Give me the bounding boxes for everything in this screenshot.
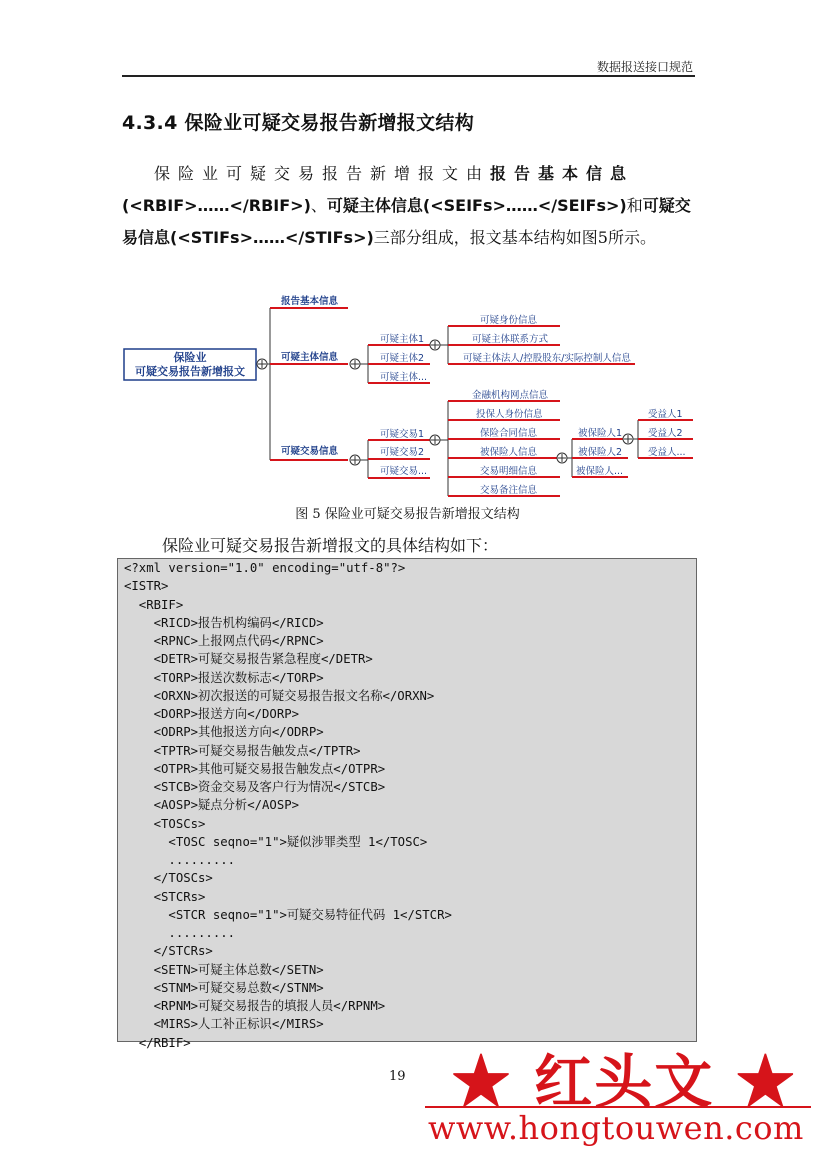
- page-number: 19: [389, 1069, 406, 1084]
- code-line: </STCRs>: [124, 944, 213, 959]
- paragraph-bold-2: 可疑主体信息(<SEIFs>……</SEIFs>): [326, 196, 627, 215]
- code-line: <TORP>报送次数标志</TORP>: [124, 670, 324, 685]
- code-line: .........: [124, 853, 236, 867]
- code-line: <ISTR>: [124, 579, 169, 594]
- code-line: <DETR>可疑交易报告紧急程度</DETR>: [124, 652, 373, 667]
- diagram-transaction-detail-6: 交易备注信息: [480, 485, 538, 496]
- diagram-beneficiary-more: 受益人...: [648, 447, 686, 458]
- diagram-root-line1: 保险业: [173, 351, 207, 364]
- code-line: <MIRS>人工补正标识</MIRS>: [124, 1017, 324, 1032]
- code-line: <ORXN>初次报送的可疑交易报告报文名称</ORXN>: [124, 688, 435, 703]
- paragraph-text-3: 和: [626, 196, 643, 215]
- code-line: <DORP>报送方向</DORP>: [124, 707, 300, 721]
- code-line: <TOSCs>: [124, 816, 206, 831]
- paragraph-bold-3: 可疑交易信息(<STIFs>……</STIFs>): [122, 196, 691, 247]
- diagram-insured-more: 被保险人...: [576, 466, 624, 477]
- code-line: <?xml version="1.0" encoding="utf-8"?>: [124, 561, 406, 575]
- code-line: <AOSP>疑点分析</AOSP>: [124, 798, 300, 813]
- diagram-beneficiary-2: 受益人2: [648, 428, 683, 439]
- code-line: <SETN>可疑主体总数</SETN>: [124, 962, 324, 977]
- paragraph-bold-1-tag: (<RBIF>……</RBIF>): [122, 196, 311, 215]
- diagram-transaction-1: 可疑交易1: [380, 429, 425, 440]
- diagram-subject-1: 可疑主体1: [380, 334, 425, 345]
- diagram-subject-2: 可疑主体2: [380, 353, 425, 364]
- code-line: <RBIF>: [124, 597, 184, 612]
- watermark-rule: [425, 1106, 811, 1108]
- diagram-transaction-detail-5: 交易明细信息: [480, 466, 538, 477]
- diagram-insured-1: 被保险人1: [578, 428, 623, 439]
- diagram-transaction-detail-1: 金融机构网点信息: [472, 390, 549, 401]
- code-line: <STCRs>: [124, 889, 206, 904]
- code-line: <STNM>可疑交易总数</STNM>: [124, 980, 324, 995]
- intro-paragraph: 保险业可疑交易报告新增报文的具体结构如下：: [162, 536, 499, 555]
- diagram-transaction-detail-3: 保险合同信息: [480, 428, 538, 439]
- header-doc-name: 数据报送接口规范: [596, 60, 693, 74]
- diagram-transaction-detail-4: 被保险人信息: [480, 447, 538, 458]
- diagram-transaction-detail-2: 投保人身份信息: [476, 409, 543, 420]
- code-line: <RPNC>上报网点代码</RPNC>: [124, 634, 324, 648]
- code-line: </TOSCs>: [124, 871, 213, 886]
- structure-diagram: [0, 0, 815, 500]
- diagram-level1-subject: 可疑主体信息: [281, 352, 339, 363]
- xml-code-block: [117, 558, 697, 1050]
- diagram-level1-transaction: 可疑交易信息: [281, 446, 339, 457]
- watermark-url: www.hongtouwen.com: [428, 1109, 804, 1147]
- code-line: <TOSC seqno="1">疑似涉罪类型 1</TOSC>: [124, 834, 428, 849]
- diagram-level1-basic: 报告基本信息: [281, 296, 339, 307]
- diagram-subject-detail-2: 可疑主体联系方式: [472, 334, 549, 345]
- paragraph-text-1: 保险业可疑交易报告新增报文由: [154, 164, 491, 183]
- diagram-insured-2: 被保险人2: [578, 447, 623, 458]
- code-line: <STCB>资金交易及客户行为情况</STCB>: [124, 780, 386, 794]
- diagram-subject-detail-1: 可疑身份信息: [480, 315, 538, 326]
- code-line: <RICD>报告机构编码</RICD>: [124, 615, 324, 630]
- figure-caption: 图 5 保险业可疑交易报告新增报文结构: [295, 507, 520, 522]
- section-title: 4.3.4 保险业可疑交易报告新增报文结构: [122, 112, 475, 134]
- diagram-transaction-more: 可疑交易...: [380, 466, 428, 477]
- diagram-transaction-2: 可疑交易2: [380, 447, 425, 458]
- code-line: .........: [124, 926, 236, 940]
- paragraph-text-4: 三部分组成，报文基本结构如图5所示。: [373, 228, 656, 247]
- diagram-subject-detail-3: 可疑主体法人/控股股东/实际控制人信息: [463, 353, 631, 364]
- diagram-subject-more: 可疑主体...: [380, 372, 428, 383]
- code-line: <OTPR>其他可疑交易报告触发点</OTPR>: [124, 761, 386, 776]
- diagram-beneficiary-1: 受益人1: [648, 409, 683, 420]
- code-line: <TPTR>可疑交易报告触发点</TPTR>: [124, 743, 361, 758]
- code-line: <STCR seqno="1">可疑交易特征代码 1</STCR>: [124, 907, 452, 922]
- code-line: </RBIF>: [124, 1035, 191, 1050]
- paragraph-bold-1: 报告基本信息: [490, 164, 635, 183]
- paragraph-text-2: 、: [310, 196, 327, 215]
- watermark-title: ★ 红头文 ★: [452, 1048, 797, 1116]
- code-line: <RPNM>可疑交易报告的填报人员</RPNM>: [124, 999, 386, 1013]
- code-line: <ODRP>其他报送方向</ODRP>: [124, 725, 324, 740]
- diagram-root-line2: 可疑交易报告新增报文: [135, 365, 245, 378]
